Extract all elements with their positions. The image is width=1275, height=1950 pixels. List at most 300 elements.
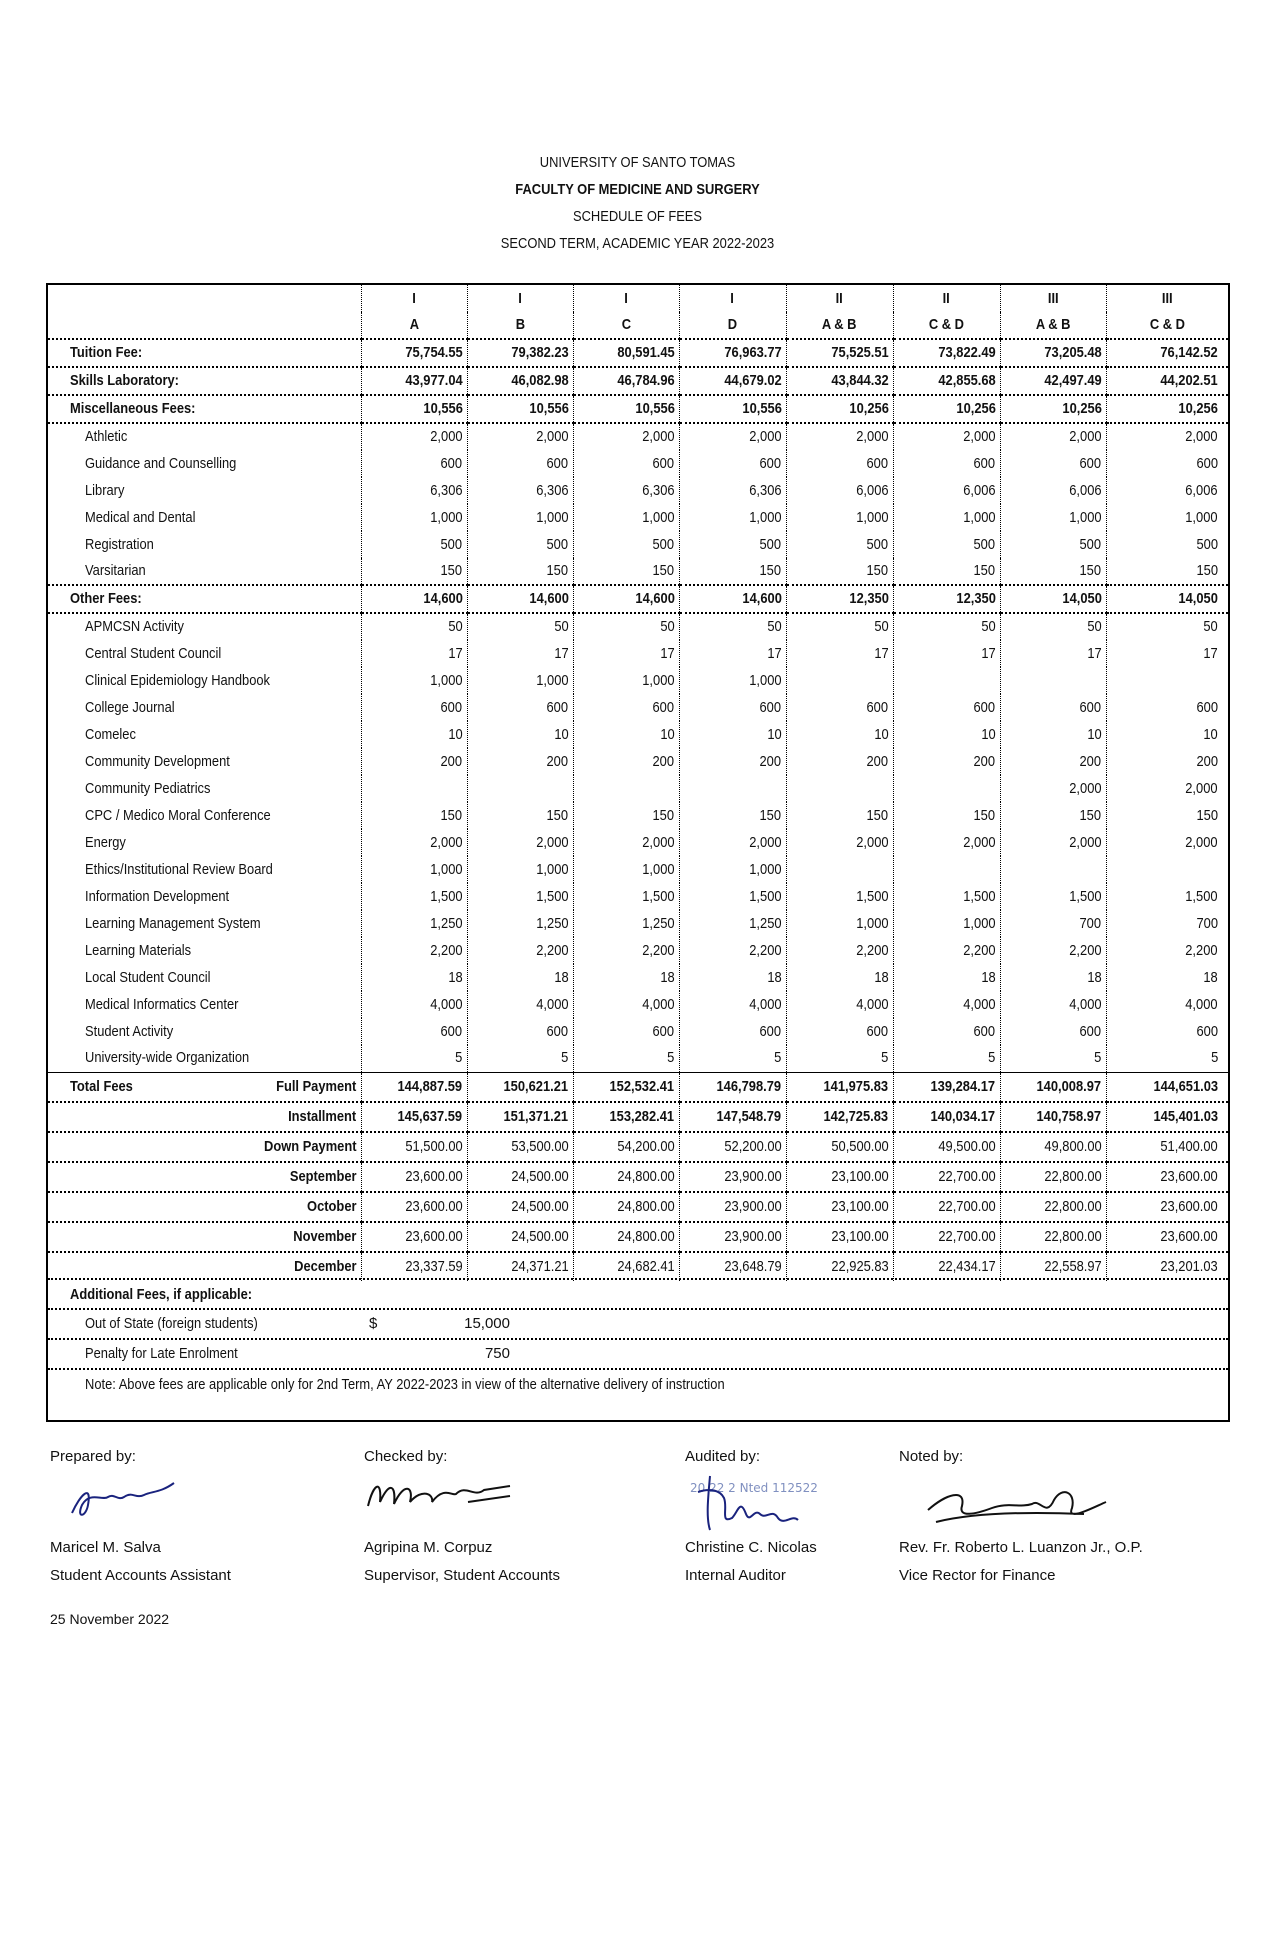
fee-cell — [893, 1252, 1000, 1281]
fee-label-cell — [48, 367, 361, 395]
fee-cell — [1000, 856, 1106, 883]
fee-value: 5 — [881, 1049, 889, 1067]
fee-cell — [679, 1045, 786, 1072]
payment-label: October — [307, 1197, 357, 1215]
fee-value: 10 — [1087, 725, 1102, 743]
fee-cell — [893, 775, 1000, 802]
fee-value: 24,800.00 — [617, 1167, 675, 1185]
fee-value: 140,034.17 — [930, 1107, 996, 1125]
fee-value: 51,400.00 — [1160, 1137, 1218, 1155]
fee-value: 2,000 — [430, 428, 463, 445]
note-text: Note: Above fees are applicable only for 2nd Term, AY 2022-2023 in view of the alternative delivery of instruction — [85, 1376, 725, 1393]
fee-value: 200 — [440, 752, 463, 770]
fee-cell — [893, 640, 1000, 667]
fee-item-row — [48, 558, 1228, 585]
fee-cell — [361, 1222, 467, 1252]
fee-item-row — [48, 910, 1228, 937]
fee-value: 10 — [981, 725, 996, 743]
fee-value: 18 — [554, 968, 569, 986]
fee-value: 5 — [1094, 1049, 1102, 1067]
fee-value: 139,284.17 — [930, 1077, 996, 1095]
fee-value: 2,200 — [1069, 941, 1102, 959]
fee-value: 142,725.83 — [823, 1107, 889, 1125]
fee-value: 500 — [440, 535, 463, 553]
noted-by-role: Noted by: — [899, 1448, 964, 1465]
fee-value: 150 — [759, 562, 782, 579]
fee-cell — [1106, 477, 1228, 504]
fee-value: 23,900.00 — [724, 1167, 782, 1185]
column-header-cell — [573, 312, 679, 339]
fee-item-label: Medical Informatics Center — [85, 995, 239, 1013]
fee-value: 150 — [1196, 806, 1218, 824]
fee-cell — [573, 1045, 679, 1072]
fee-cell — [786, 423, 893, 450]
year-level: I — [518, 289, 522, 307]
fee-cell — [573, 1222, 679, 1252]
fee-cell — [361, 1102, 467, 1132]
column-header-cell — [361, 285, 467, 312]
fee-value: 600 — [1079, 1022, 1102, 1040]
fee-label-cell — [48, 721, 361, 748]
fee-value: 153,282.41 — [609, 1107, 675, 1125]
fee-item-label: Local Student Council — [85, 968, 211, 986]
fee-cell — [679, 667, 786, 694]
fee-label-cell — [48, 748, 361, 775]
fee-value: 4,000 — [963, 995, 996, 1013]
fee-cell — [679, 856, 786, 883]
fee-item-row — [48, 964, 1228, 991]
fee-value: 600 — [866, 698, 889, 716]
fee-value: 2,000 — [749, 428, 782, 445]
fee-cell — [679, 504, 786, 531]
fee-cell — [1000, 423, 1106, 450]
fee-item-label: University-wide Organization — [85, 1049, 250, 1067]
fee-value: 1,000 — [856, 914, 889, 932]
fee-cell — [573, 667, 679, 694]
payment-label-cell — [48, 1162, 361, 1192]
fee-cell — [573, 1102, 679, 1132]
column-header-cell — [467, 312, 573, 339]
fee-cell — [786, 339, 893, 367]
fee-value: 2,000 — [749, 833, 782, 851]
payment-label-cell — [48, 1192, 361, 1222]
fee-cell — [1000, 531, 1106, 558]
fee-value: 80,591.45 — [617, 344, 675, 361]
fee-cell — [1000, 775, 1106, 802]
fee-item-label: Varsitarian — [85, 562, 146, 579]
fee-cell — [1106, 423, 1228, 450]
fee-value: 18 — [981, 968, 996, 986]
section-name: A — [409, 316, 419, 333]
fee-cell — [679, 339, 786, 367]
fee-item-label: Learning Materials — [85, 941, 192, 959]
fee-cell — [786, 1222, 893, 1252]
fee-cell — [361, 1132, 467, 1162]
fee-value: 6,306 — [749, 481, 782, 499]
fee-value: 17 — [1087, 644, 1102, 662]
payment-row — [48, 1072, 1228, 1102]
fee-cell — [786, 1192, 893, 1222]
fee-value: 23,100.00 — [831, 1167, 889, 1185]
fee-cell — [1000, 1192, 1106, 1222]
fee-cell — [467, 1132, 573, 1162]
fee-value: 1,000 — [642, 508, 675, 526]
year-level: I — [412, 289, 416, 307]
fee-cell — [893, 802, 1000, 829]
fee-value: 6,006 — [963, 481, 996, 499]
fee-value: 10 — [660, 725, 675, 743]
fee-value: 2,000 — [1069, 779, 1102, 797]
fee-item-label: Energy — [85, 833, 126, 851]
year-level: I — [624, 289, 628, 307]
fee-value: 2,000 — [1185, 428, 1218, 445]
fee-value: 1,000 — [749, 671, 782, 689]
out-of-state-label: Out of State (foreign students) — [85, 1315, 258, 1332]
column-header-cell — [1000, 285, 1106, 312]
fee-item-row — [48, 477, 1228, 504]
column-header-cell — [679, 285, 786, 312]
fee-cell — [573, 367, 679, 395]
fee-cell — [467, 964, 573, 991]
fee-cell — [893, 558, 1000, 585]
fee-cell — [679, 613, 786, 640]
fee-value: 14,050 — [1178, 590, 1218, 607]
checker-name: Agripina M. Corpuz — [364, 1539, 493, 1556]
fee-cell — [1106, 395, 1228, 423]
fee-cell — [893, 694, 1000, 721]
payment-label: September — [289, 1167, 357, 1185]
fee-cell — [679, 477, 786, 504]
fee-value: 22,558.97 — [1044, 1257, 1102, 1275]
fee-value: 1,500 — [1185, 887, 1218, 905]
fee-value: 2,000 — [1069, 428, 1102, 445]
fee-label-cell — [48, 910, 361, 937]
fee-cell — [786, 1252, 893, 1281]
fee-value: 75,525.51 — [831, 344, 889, 361]
fee-cell — [1106, 748, 1228, 775]
fee-value: 24,371.21 — [511, 1257, 569, 1275]
fee-cell — [573, 721, 679, 748]
fee-cell — [786, 937, 893, 964]
fee-cell — [361, 477, 467, 504]
auditor-position: Internal Auditor — [685, 1567, 786, 1584]
fee-value: 200 — [866, 752, 889, 770]
fee-value: 17 — [874, 644, 889, 662]
fee-value: 600 — [1196, 1022, 1218, 1040]
fee-value: 23,600.00 — [405, 1227, 463, 1245]
fee-cell — [1106, 802, 1228, 829]
fee-cell — [467, 694, 573, 721]
fee-cell — [467, 558, 573, 585]
fee-value: 600 — [652, 1022, 675, 1040]
fee-value: 24,500.00 — [511, 1227, 569, 1245]
fee-cell — [361, 721, 467, 748]
fee-cell — [1106, 883, 1228, 910]
fee-cell — [786, 450, 893, 477]
fee-cell — [893, 613, 1000, 640]
fee-cell — [361, 1018, 467, 1045]
fee-value: 10,556 — [529, 400, 569, 417]
fee-value: 6,006 — [1185, 481, 1218, 499]
fee-cell — [893, 937, 1000, 964]
fee-cell — [893, 339, 1000, 367]
currency-symbol: $ — [369, 1315, 378, 1332]
fee-cell — [679, 1252, 786, 1281]
fee-item-label: Student Activity — [85, 1022, 174, 1040]
fee-cell — [893, 504, 1000, 531]
university-name: UNIVERSITY OF SANTO TOMAS — [539, 154, 736, 171]
signature-luanzon — [916, 1478, 1116, 1538]
fee-item-row — [48, 802, 1228, 829]
fee-value: 200 — [1079, 752, 1102, 770]
fee-cell — [361, 367, 467, 395]
column-header-cell — [679, 312, 786, 339]
fee-cell — [573, 640, 679, 667]
fee-cell — [893, 531, 1000, 558]
fee-cell — [893, 367, 1000, 395]
fee-value: 50 — [554, 618, 569, 635]
column-header-cell — [1000, 312, 1106, 339]
fee-cell — [1106, 1018, 1228, 1045]
fee-value: 23,100.00 — [831, 1227, 889, 1245]
fee-value: 4,000 — [1069, 995, 1102, 1013]
fee-cell — [361, 802, 467, 829]
fee-value: 4,000 — [1185, 995, 1218, 1013]
fee-cell — [679, 802, 786, 829]
auditor-name: Christine C. Nicolas — [685, 1539, 817, 1556]
payment-label: November — [293, 1227, 357, 1245]
fee-cell — [1000, 585, 1106, 613]
fee-cell — [467, 367, 573, 395]
fee-cell — [467, 1045, 573, 1072]
audited-by-role: Audited by: — [685, 1448, 761, 1465]
fee-cell — [467, 991, 573, 1018]
fee-value: 600 — [1196, 698, 1218, 716]
fee-value: 24,800.00 — [617, 1197, 675, 1215]
fee-item-label: Clinical Epidemiology Handbook — [85, 671, 271, 689]
fee-value: 150 — [1196, 562, 1218, 579]
fee-cell — [361, 1072, 467, 1102]
fee-label-cell — [48, 883, 361, 910]
fee-cell — [573, 477, 679, 504]
fee-cell — [679, 910, 786, 937]
fee-cell — [786, 856, 893, 883]
fee-value: 4,000 — [642, 995, 675, 1013]
fee-cell — [893, 991, 1000, 1018]
fee-value: 2,000 — [1185, 833, 1218, 851]
column-header-row — [48, 285, 1228, 312]
document-date: 25 November 2022 — [50, 1611, 170, 1627]
fee-value: 500 — [652, 535, 675, 553]
fee-value: 1,000 — [749, 508, 782, 526]
fee-cell — [573, 802, 679, 829]
fee-value: 500 — [759, 535, 782, 553]
fee-value: 1,000 — [642, 860, 675, 878]
fee-cell — [1106, 585, 1228, 613]
fee-value: 2,000 — [963, 428, 996, 445]
fee-cell — [893, 883, 1000, 910]
fee-cell — [1000, 721, 1106, 748]
fee-value: 600 — [973, 698, 996, 716]
fee-value: 140,758.97 — [1036, 1107, 1102, 1125]
fee-value: 144,887.59 — [397, 1077, 463, 1095]
fee-cell — [893, 1102, 1000, 1132]
fee-value: 14,050 — [1062, 590, 1102, 607]
payment-row — [48, 1102, 1228, 1132]
fee-cell — [1106, 613, 1228, 640]
fee-value: 10 — [874, 725, 889, 743]
fee-cell — [573, 423, 679, 450]
fee-cell — [1106, 694, 1228, 721]
fee-value: 17 — [554, 644, 569, 662]
fee-category-row — [48, 585, 1228, 613]
total-fees-label: Total Fees — [70, 1077, 133, 1095]
fee-value: 150 — [440, 806, 463, 824]
fee-cell — [1106, 829, 1228, 856]
fee-value: 200 — [546, 752, 569, 770]
fee-cell — [573, 531, 679, 558]
fee-value: 600 — [652, 454, 675, 472]
fee-value: 4,000 — [749, 995, 782, 1013]
fee-cell — [1000, 558, 1106, 585]
late-enrolment-row — [48, 1339, 1228, 1368]
fee-value: 23,337.59 — [405, 1257, 463, 1275]
fee-category-row — [48, 367, 1228, 395]
fee-cell — [573, 910, 679, 937]
fee-cell — [1106, 1132, 1228, 1162]
fee-cell — [361, 613, 467, 640]
fee-cell — [361, 531, 467, 558]
fee-cell — [1000, 1252, 1106, 1281]
fee-cell — [1106, 937, 1228, 964]
fee-value: 600 — [652, 698, 675, 716]
fee-value: 23,600.00 — [405, 1167, 463, 1185]
fee-value: 1,500 — [749, 887, 782, 905]
fee-value: 600 — [1079, 454, 1102, 472]
fee-cell — [679, 1132, 786, 1162]
column-header-cell — [1106, 285, 1228, 312]
fee-value: 17 — [767, 644, 782, 662]
fee-label-cell — [48, 613, 361, 640]
fee-cell — [1106, 991, 1228, 1018]
fee-value: 22,700.00 — [938, 1167, 996, 1185]
fee-value: 600 — [440, 698, 463, 716]
fee-cell — [467, 339, 573, 367]
fee-value: 23,600.00 — [1160, 1227, 1218, 1245]
fee-item-row — [48, 423, 1228, 450]
fee-item-label: Guidance and Counselling — [85, 454, 237, 472]
fee-item-row — [48, 937, 1228, 964]
fee-cell — [467, 477, 573, 504]
section-name: D — [727, 316, 738, 333]
fee-item-label: Comelec — [85, 725, 136, 743]
fee-cell — [1000, 477, 1106, 504]
fee-cell — [361, 585, 467, 613]
fee-cell — [573, 1192, 679, 1222]
fee-value: 4,000 — [536, 995, 569, 1013]
fee-cell — [1106, 964, 1228, 991]
fee-cell — [573, 991, 679, 1018]
noter-name: Rev. Fr. Roberto L. Luanzon Jr., O.P. — [899, 1539, 1143, 1556]
fee-cell — [1106, 1162, 1228, 1192]
fee-cell — [786, 1018, 893, 1045]
fee-value: 200 — [973, 752, 996, 770]
fee-value: 17 — [1203, 644, 1218, 662]
checked-by-role: Checked by: — [364, 1448, 448, 1465]
fee-cell — [361, 883, 467, 910]
column-header-cell — [786, 312, 893, 339]
fee-item-row — [48, 883, 1228, 910]
fee-value: 12,350 — [849, 590, 889, 607]
fee-value: 1,000 — [1185, 508, 1218, 526]
fee-value: 150 — [973, 806, 996, 824]
fee-cell — [786, 910, 893, 937]
fee-cell — [786, 1072, 893, 1102]
fee-label-cell — [48, 339, 361, 367]
fee-cell — [361, 339, 467, 367]
fee-value: 23,648.79 — [724, 1257, 782, 1275]
fee-cell — [573, 937, 679, 964]
fee-value: 46,082.98 — [511, 372, 569, 389]
fee-cell — [893, 585, 1000, 613]
fee-cell — [1106, 1252, 1228, 1281]
fee-cell — [361, 829, 467, 856]
fee-value: 24,500.00 — [511, 1167, 569, 1185]
fee-category-label: Skills Laboratory: — [70, 372, 179, 389]
fee-cell — [361, 1045, 467, 1072]
fee-value: 600 — [866, 454, 889, 472]
payment-label-cell — [48, 1132, 361, 1162]
fee-cell — [1000, 910, 1106, 937]
signature-corpuz — [360, 1472, 520, 1522]
fee-cell — [679, 450, 786, 477]
fee-value: 14,600 — [423, 590, 463, 607]
fee-value: 10,556 — [423, 400, 463, 417]
fee-cell — [467, 1018, 573, 1045]
fee-value: 1,500 — [430, 887, 463, 905]
fee-value: 2,000 — [1185, 779, 1218, 797]
fee-value: 600 — [1196, 454, 1218, 472]
fee-cell — [893, 748, 1000, 775]
fee-value: 23,201.03 — [1160, 1257, 1218, 1275]
fee-value: 151,371.21 — [503, 1107, 569, 1125]
fee-cell — [679, 531, 786, 558]
column-header-cell — [361, 312, 467, 339]
fee-item-label: Community Pediatrics — [85, 779, 211, 797]
fee-cell — [679, 829, 786, 856]
fee-cell — [1000, 1072, 1106, 1102]
fee-value: 14,600 — [635, 590, 675, 607]
payment-label: Installment — [288, 1107, 357, 1125]
fee-cell — [467, 504, 573, 531]
fee-value: 1,500 — [856, 887, 889, 905]
fee-cell — [361, 910, 467, 937]
fee-value: 44,202.51 — [1160, 372, 1218, 389]
fee-schedule-box — [46, 283, 1230, 1422]
signature-salva — [62, 1475, 182, 1525]
fee-label-cell — [48, 640, 361, 667]
fee-value: 2,200 — [642, 941, 675, 959]
fee-cell — [679, 964, 786, 991]
fee-label-cell — [48, 423, 361, 450]
fee-cell — [467, 883, 573, 910]
fee-cell — [1000, 802, 1106, 829]
faculty-name: FACULTY OF MEDICINE AND SURGERY — [515, 181, 760, 198]
fee-label-cell — [48, 558, 361, 585]
fee-cell — [1000, 1162, 1106, 1192]
fee-cell — [573, 585, 679, 613]
fee-value: 17 — [448, 644, 463, 662]
